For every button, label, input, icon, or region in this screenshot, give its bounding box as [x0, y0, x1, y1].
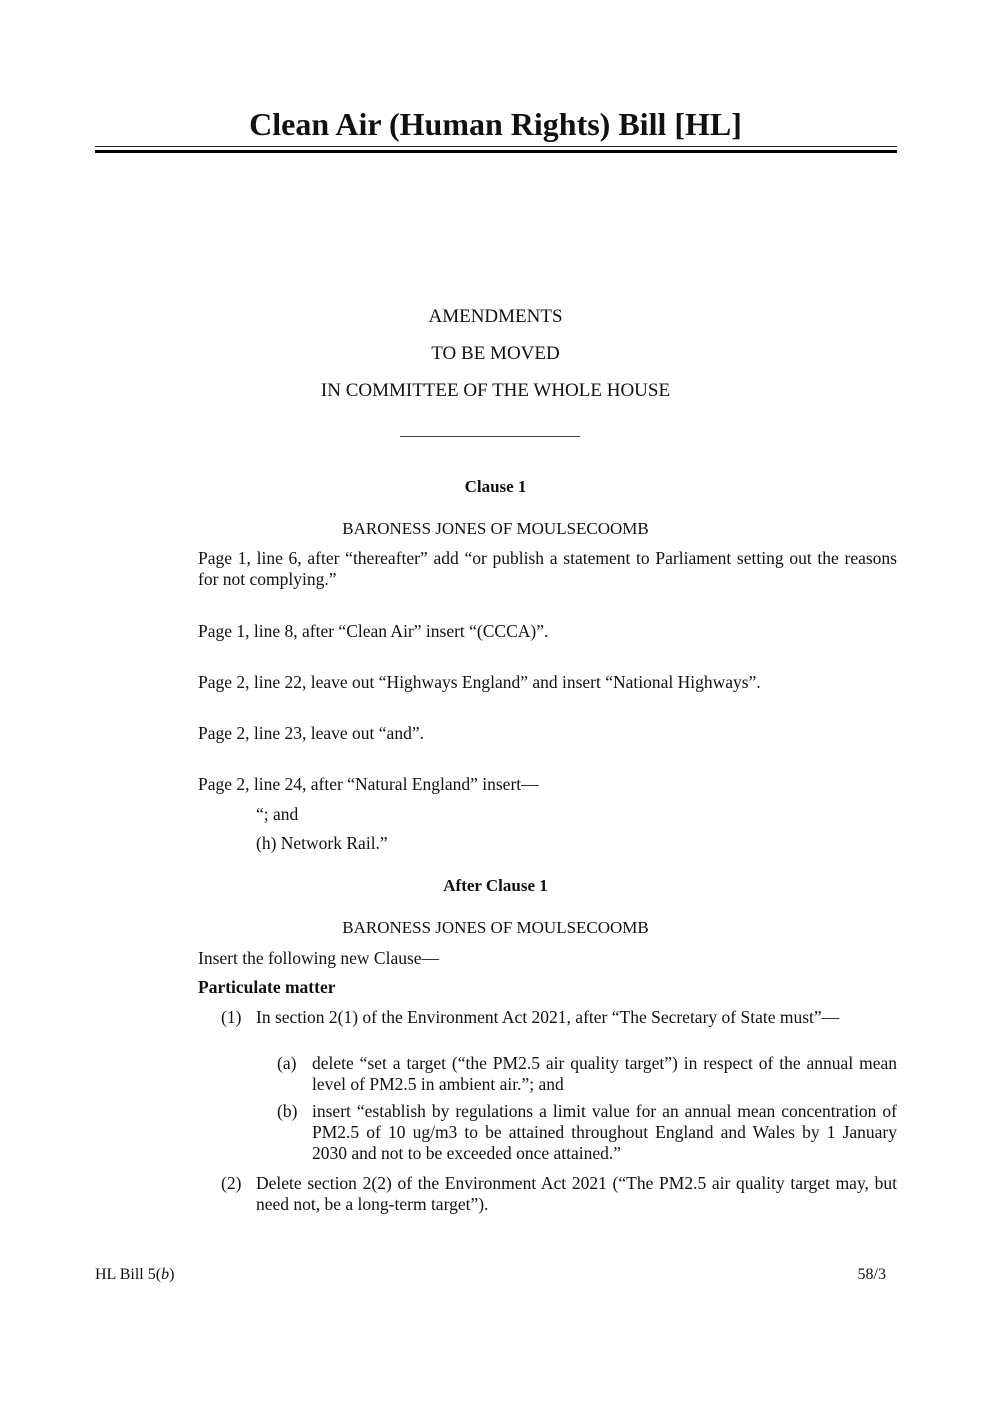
amendment-1: Page 1, line 6, after “thereafter” add “or publish a statement to Parliament setting out the reasons for not complying.” [198, 548, 897, 589]
bill-ref-italic: b [161, 1266, 170, 1283]
bill-ref-prefix: HL Bill 5( [95, 1266, 162, 1283]
amendment-3: Page 2, line 22, leave out “Highways England” and insert “National Highways”. [198, 672, 761, 692]
separator-rule [400, 436, 580, 437]
inserted-text-line-1: “; and [256, 804, 299, 824]
bill-ref-suffix: ) [169, 1266, 175, 1283]
new-clause-title: Particulate matter [198, 977, 336, 997]
amendment-4: Page 2, line 23, leave out “and”. [198, 723, 424, 743]
page-reference: 58/3 [857, 1266, 886, 1283]
inserted-text-line-2: (h) Network Rail.” [256, 833, 388, 853]
member-name-2: BARONESS JONES OF MOULSECOOMB [342, 918, 649, 937]
subtitle-committee: IN COMMITTEE OF THE WHOLE HOUSE [320, 380, 671, 401]
subsection-2-number: (2) [221, 1173, 242, 1193]
paragraph-a-number: (a) [277, 1053, 297, 1073]
title-rule-thick [95, 150, 897, 153]
after-clause-1-heading: After Clause 1 [443, 876, 548, 895]
paragraph-b-text: insert “establish by regulations a limit value for an annual mean concentration of PM2.5 of 10 ug/m3 to be attained throughout England and Wales by 1 January 2030 and not to be exceeded once attained.” [312, 1101, 897, 1163]
paragraph-b-number: (b) [277, 1101, 298, 1121]
amendment-5: Page 2, line 24, after “Natural England” insert— [198, 774, 539, 794]
title-rule-thin [95, 146, 897, 147]
new-clause-intro: Insert the following new Clause— [198, 948, 440, 968]
subsection-1-number: (1) [221, 1007, 242, 1027]
amendment-2: Page 1, line 8, after “Clean Air” insert “(CCCA)”. [198, 621, 549, 641]
member-name: BARONESS JONES OF MOULSECOOMB [342, 519, 649, 538]
subsection-1-text: In section 2(1) of the Environment Act 2021, after “The Secretary of State must”— [256, 1007, 840, 1027]
paragraph-a-text: delete “set a target (“the PM2.5 air quality target”) in respect of the annual mean level of PM2.5 in ambient air.”; and [312, 1053, 897, 1094]
subtitle-to-be-moved: TO BE MOVED [431, 343, 560, 364]
subtitle-amendments: AMENDMENTS [428, 306, 563, 327]
subsection-2-text: Delete section 2(2) of the Environment Act 2021 (“The PM2.5 air quality target may, but need not, be a long-term target”). [256, 1173, 897, 1214]
clause-1-heading: Clause 1 [464, 477, 527, 496]
bill-title: Clean Air (Human Rights) Bill [HL] [249, 106, 742, 142]
bill-reference [95, 1266, 174, 1284]
